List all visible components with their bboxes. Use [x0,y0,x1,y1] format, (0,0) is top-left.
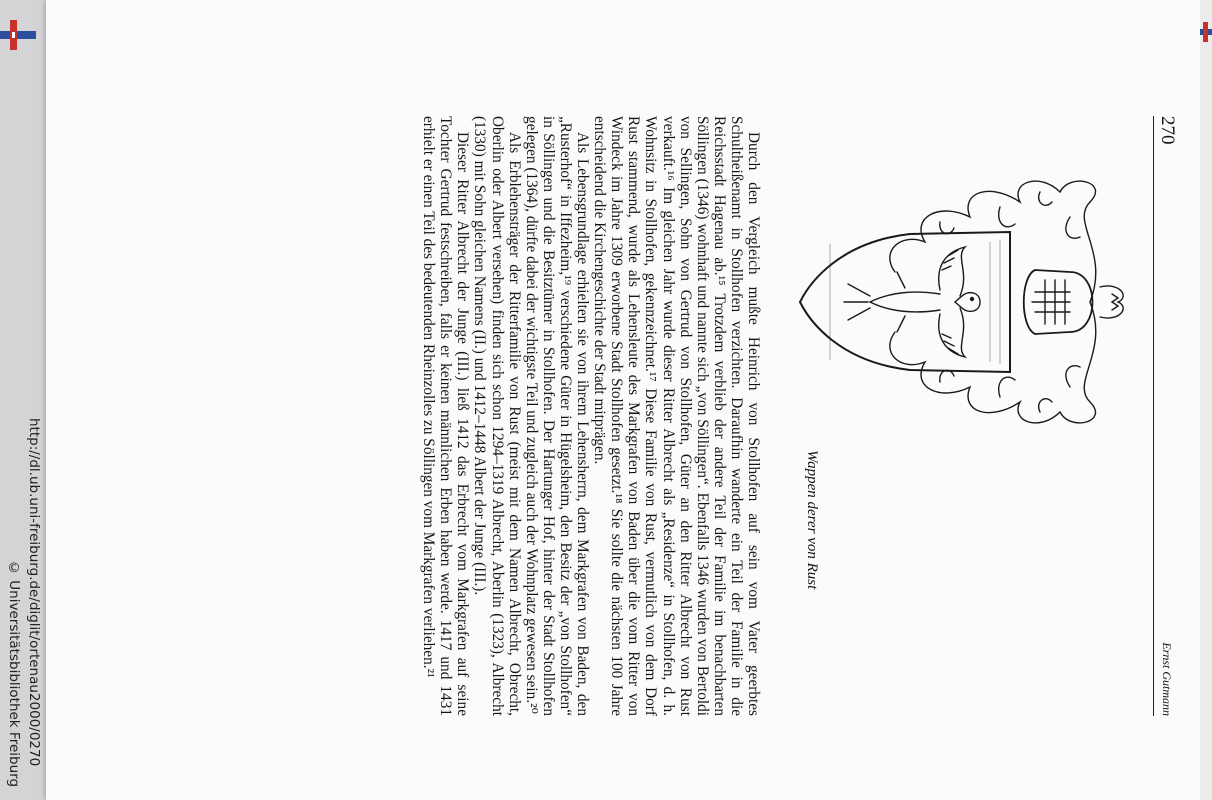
page-header [1153,116,1178,716]
viewer-sidebar [6,0,50,800]
paragraph: Als Lebensgrundlage erhielten sie von ihrem Lehensherrn, dem Markgrafen von Baden, den „Rusterhof“ in Iffezheim,¹⁹ verschiedene Güter in Hügelsheim, den Besitz der „von Stollhofen“ in Söllingen und die Besitztümer in Stollhofen. Der Hartunger Hof, hinter der Stadt Stollhofen gelegen (1364), dürfte dabei der wichtigste Teil und zugleich auch der Wohnplatz gewesen sein.²⁰ [522,116,592,716]
paragraph: Durch den Vergleich mußte Heinrich von Stollhofen auf sein vom Vater geerbtes Schultheißenamt in Stollhofen verzichten. Daraufhin wanderte ein Teil der Familie in die Reichsstadt Hagenau ab.¹⁵ Trotzdem verblieb der andere Teil der Familie im benachbarten Söllingen (1346) wohnhaft und nannte sich „von Söllingen“. Ebenfalls 1346 wurden von Bertoldi von Sellingen, Sohn von Gertrud von Stollhofen, Güter an den Ritter Albrecht von Rust verkauft.¹⁶ Im gleichen Jahr wurde dieser Ritter Albrecht als „Residenze“ in Stollhofen, d. h. Wohnsitz in Stollhofen, gekennzeichnet.¹⁷ Diese Familie von Rust, vermutlich von dem Dorf Rust stammend, wurde als Lehensleute des Markgrafen von Baden über die vom Ritter von Windeck im Jahre 1309 erworbene Stadt Stollhofen gesetzt.¹⁸ Sie sollte die nächsten 100 Jahre entscheidend die Kirchengeschichte der Stadt mitprägen. [591,116,762,716]
document-page [46,0,1200,800]
document-url-link[interactable]: http://dl.ub.uni-freiburg.de/diglit/ortenau2000/0270 [26,418,42,767]
copyright-credit: © Universitätsbibliothek Freiburg [6,560,22,788]
paragraph: Dieser Ritter Albrecht der Junge (III.) ließ 1412 das Erbrecht vom Markgrafen auf seine Tochter Gertrud festschreiben, falls er keinen männlichen Erben haben werde. 1417 und 1431 erhielt er einen Teil des bedeutenden Rheinzolles zu Söllingen vom Markgrafen verliehen.²¹ [420,116,472,716]
university-logo-icon [1200,22,1212,42]
rotated-page-content [46,0,1200,800]
page-number: 270 [1157,116,1178,145]
coat-of-arms-image [790,162,1130,442]
image-caption: Wappen derer von Rust [804,450,820,590]
paragraph: Als Erblehensträger der Ritterfamilie von Rust (meist mit dem Namen Albrecht, Obrecht, Oberlin oder Albert versehen) finden sich schon 1294–1319 Albrecht, Aberlin (1323), Albrecht (1330) mit Sohn gleichen Namens (II.) und 1412–1448 Albert der Junge (III.). [471,116,523,716]
next-page-edge[interactable] [1200,0,1212,800]
article-body [420,116,762,716]
running-author: Ernst Gutmann [1160,642,1174,716]
